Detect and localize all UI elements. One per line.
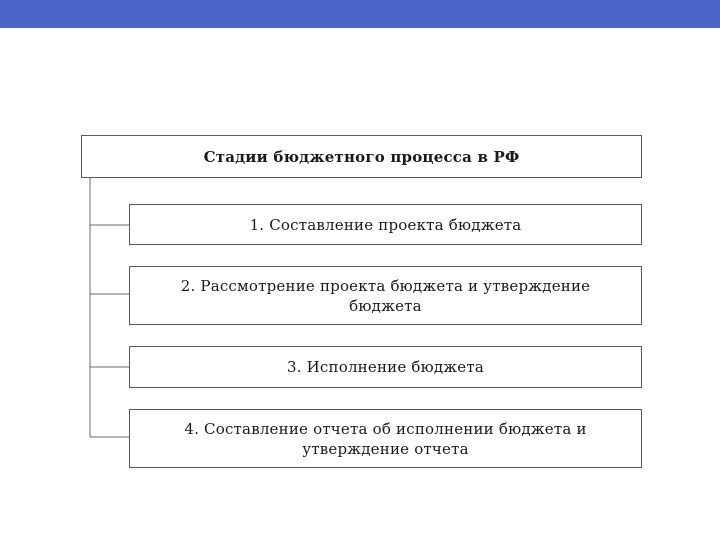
stage-box-2 [129,266,642,325]
stage-label-4: 4. Составление отчета об исполнении бюджета и утверждение отчета [184,419,587,458]
stage-label-3: 3. Исполнение бюджета [286,358,485,376]
diagram-title: Стадии бюджетного процесса в РФ [203,147,520,166]
stage-label-2: 2. Рассмотрение проекта бюджета и утверждение бюджета [180,276,591,315]
stage-label-1: 1. Составление проекта бюджета [249,215,522,234]
stage-box-3 [129,346,642,388]
diagram-title-box [81,135,642,178]
stage-box-1 [129,204,642,245]
stage-box-4 [129,409,642,468]
